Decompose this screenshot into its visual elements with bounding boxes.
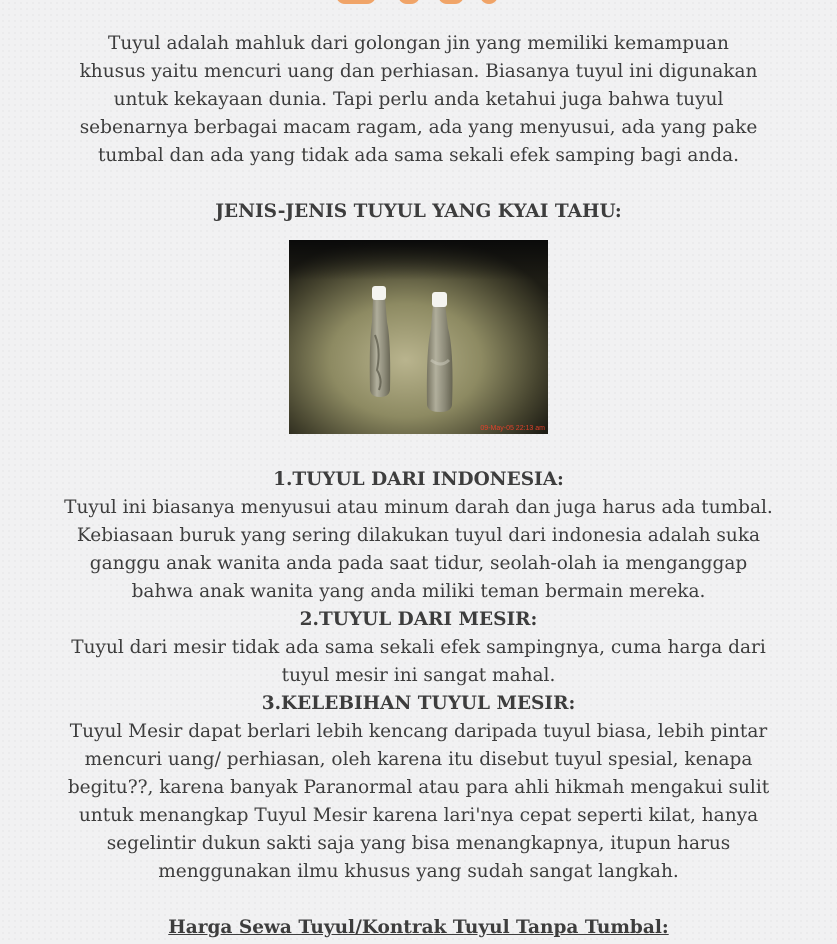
section-title: 1.TUYUL DARI INDONESIA:: [273, 469, 564, 490]
section-text: Tuyul dari mesir tidak ada sama sekali efek sampingnya, cuma harga dari tuyul mesir ini sangat mahal.: [71, 637, 766, 686]
article-body: [60, 30, 777, 942]
bottles-image: [289, 240, 548, 434]
section-text: Tuyul Mesir dapat berlari lebih kencang daripada tuyul biasa, lebih pintar mencuri uang/ perhiasan, oleh karena itu disebut tuyul spesial, kenapa begitu??, karena banyak Paranormal atau para ahli hikmah mengakui sulit untuk menangkap Tuyul Mesir karena lari'nya cepat seperti kilat, hanya segelintir dukun sakti saja yang bisa menangkapnya, itupun harus menggunakan ilmu khusus yang sudah sangat langkah.: [67, 721, 770, 882]
section-title: 3.KELEBIHAN TUYUL MESIR:: [261, 693, 576, 714]
header-decoration: [318, 0, 518, 6]
section-text: Tuyul ini biasanya menyusui atau minum darah dan juga harus ada tumbal. Kebiasaan buruk yang sering dilakukan tuyul dari indonesia adalah suka ganggu anak wanita anda pada saat tidur, seolah-olah ia menganggap bahwa anak wanita yang anda miliki teman bermain mereka.: [64, 497, 773, 602]
section-title: 2.TUYUL DARI MESIR:: [299, 609, 538, 630]
photo-timestamp: 09-May-05 22:13 am: [480, 425, 545, 432]
intro-paragraph: Tuyul adalah mahluk dari golongan jin yang memiliki kemampuan khusus yaitu mencuri uang dan perhiasan. Biasanya tuyul ini digunakan untuk kekayaan dunia. Tapi perlu anda ketahui juga bahwa tuyul sebenarnya berbagai macam ragam, ada yang menyusui, ada yang pake tumbal dan ada yang tidak ada sama sekali efek samping bagi anda.: [79, 33, 758, 166]
tuyul-bottles-photo: [289, 240, 548, 434]
types-heading: JENIS-JENIS TUYUL YANG KYAI TAHU:: [215, 201, 622, 222]
price-heading: Harga Sewa Tuyul/Kontrak Tuyul Tanpa Tumbal:: [168, 917, 669, 938]
